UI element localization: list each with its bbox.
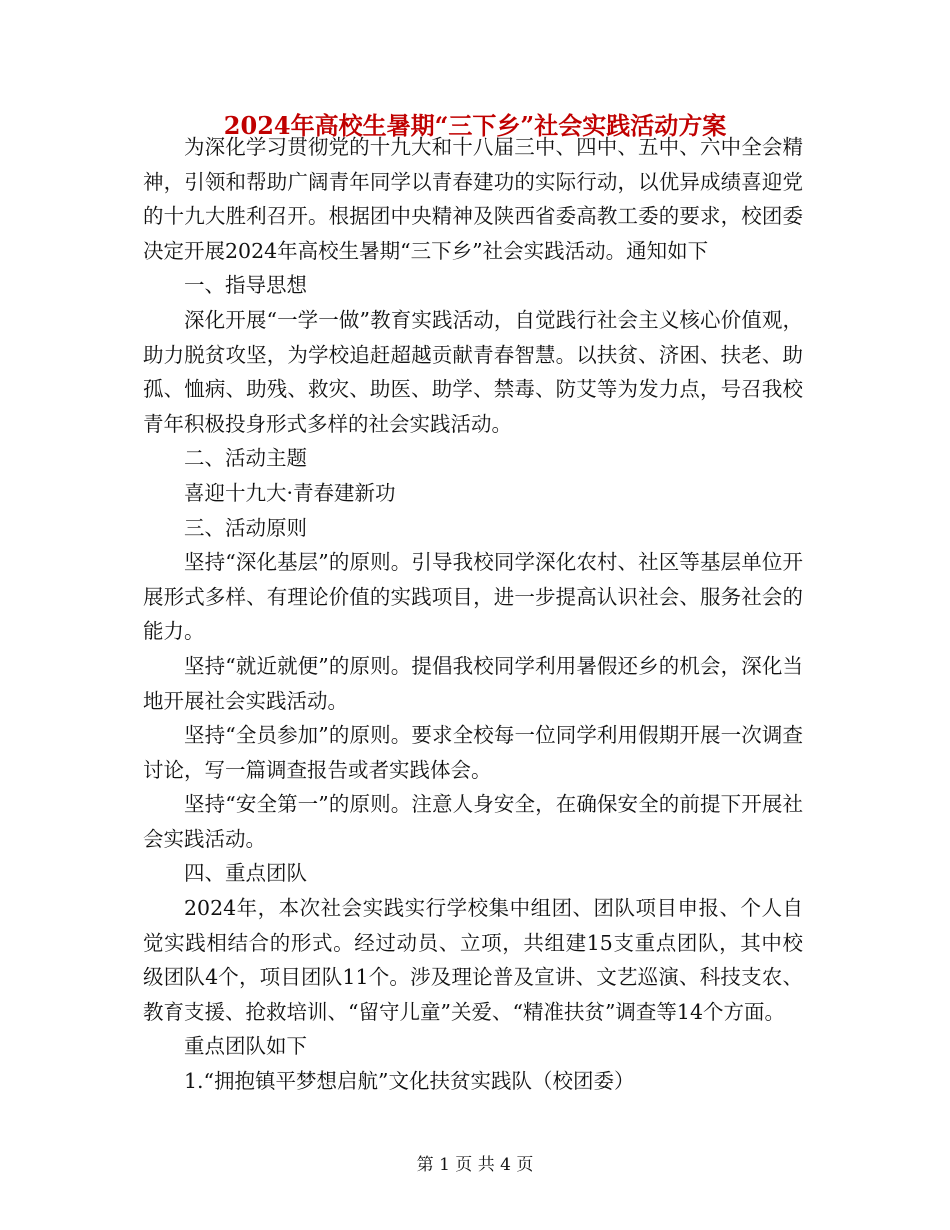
section-heading-activity-theme: 二、活动主题 [184, 446, 307, 471]
paragraph-principle-nearby: 坚持“就近就便”的原则。提倡我校同学利用暑假还乡的机会，深化当地开展社会实践活动。 [143, 653, 803, 713]
document-body [143, 130, 803, 1099]
paragraph-key-teams: 2024年，本次社会实践实行学校集中组团、团队项目申报、个人自觉实践相结合的形式。经过动员、立项，共组建15支重点团队，其中校级团队4个，项目团队11个。涉及理论普及宣讲、文艺巡演、科技支农、教育支援、抢救培训、“留守儿童”关爱、“精准扶贫”调查等14个方面。 [143, 896, 803, 1024]
section-heading-key-teams: 四、重点团队 [184, 861, 307, 886]
section-heading-guiding-ideology: 一、指导思想 [184, 273, 307, 298]
paragraph-key-teams-list-intro: 重点团队如下 [184, 1034, 307, 1059]
paragraph-guiding-ideology: 深化开展“一学一做”教育实践活动，自觉践行社会主义核心价值观，助力脱贫攻坚，为学校追赶超越贡献青春智慧。以扶贫、济困、扶老、助孤、恤病、助残、救灾、助医、助学、禁毒、防艾等为发力点，号召我校青年积极投身形式多样的社会实践活动。 [143, 307, 803, 436]
page-number-footer: 第 1 页 共 4 页 [416, 1155, 534, 1175]
document-title: 2024年高校生暑期“三下乡”社会实践活动方案 [223, 111, 727, 140]
paragraph-principle-participation: 坚持“全员参加”的原则。要求全校每一位同学利用假期开展一次调查讨论，写一篇调查报告或者实践体会。 [143, 723, 803, 782]
paragraph-principle-grassroots: 坚持“深化基层”的原则。引导我校同学深化农村、社区等基层单位开展形式多样、有理论价值的实践项目，进一步提高认识社会、服务社会的能力。 [143, 550, 803, 644]
section-heading-principles: 三、活动原则 [184, 515, 307, 540]
paragraph-activity-theme: 喜迎十九大·青春建新功 [184, 480, 396, 505]
paragraph-intro: 为深化学习贯彻党的十九大和十八届三中、四中、五中、六中全会精神，引领和帮助广阔青年同学以青春建功的实际行动，以优异成绩喜迎党的十九大胜利召开。根据团中央精神及陕西省委高教工委的要求，校团委决定开展2024年高校生暑期“三下乡”社会实践活动。通知如下 [143, 135, 803, 263]
paragraph-principle-safety: 坚持“安全第一”的原则。注意人身安全，在确保安全的前提下开展社会实践活动。 [143, 792, 803, 851]
list-item-team-1: 1.“拥抱镇平梦想启航”文化扶贫实践队（校团委） [184, 1069, 635, 1094]
